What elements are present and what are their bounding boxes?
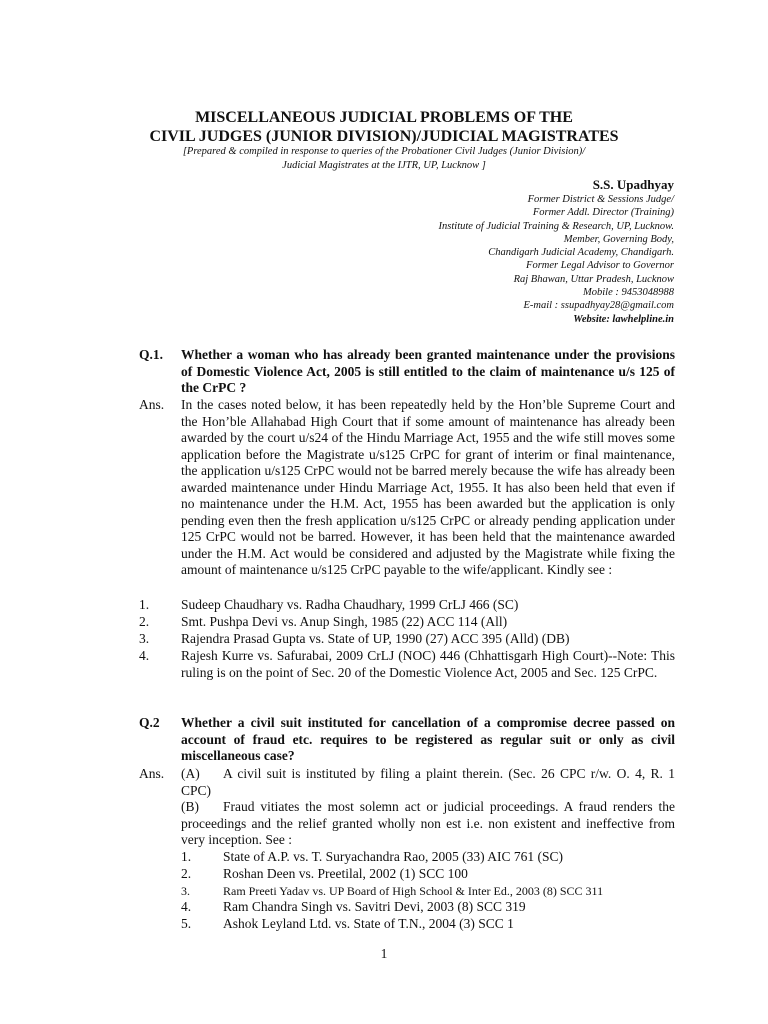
author-line: Institute of Judicial Training & Research, UP, Lucknow.: [438, 220, 674, 232]
document-title-line-2: CIVIL JUDGES (JUNIOR DIVISION)/JUDICIAL MAGISTRATES: [149, 128, 619, 145]
author-line: Chandigarh Judicial Academy, Chandigarh.: [488, 247, 674, 259]
q2-ref-number: 3.: [181, 884, 190, 898]
author-email: E-mail : ssupadhyay28@gmail.com: [523, 300, 674, 312]
document-title-line-1: MISCELLANEOUS JUDICIAL PROBLEMS OF THE: [195, 109, 573, 126]
question-2-text: Whether a civil suit instituted for cancellation of a compromise decree passed on account of fraud etc. requires to be registered as regular suit or only as civil miscellaneous case?: [181, 715, 675, 763]
document-subtitle-line-2: Judicial Magistrates at the IJTR, UP, Lucknow ]: [282, 160, 486, 171]
answer-2-part-a-label: (A): [181, 766, 200, 781]
answer-2-part-b: [181, 799, 675, 849]
q1-ref-text: Rajesh Kurre vs. Safurabai, 2009 CrLJ (NOC) 446 (Chhattisgarh High Court)--Note: This ruling is on the point of Sec. 20 of the Domestic Violence Act, 2005 and Sec. 125 CrPC.: [181, 648, 675, 680]
q2-ref-text: Ram Chandra Singh vs. Savitri Devi, 2003 (8) SCC 319: [223, 899, 526, 914]
page-number: 1: [380, 946, 388, 961]
answer-2-part-b-text: Fraud vitiates the most solemn act or judicial proceedings. A fraud renders the proceedings and the relief granted wholly non est i.e. non existent and ineffective from very inception. See :: [181, 799, 675, 847]
author-block: [439, 176, 674, 326]
answer-1-label: Ans.: [139, 397, 165, 412]
author-line: Former Legal Advisor to Governor: [526, 260, 674, 272]
author-website: Website: lawhelpline.in: [573, 313, 674, 325]
answer-2-part-b-label: (B): [181, 799, 199, 814]
q1-ref-number: 4.: [139, 648, 150, 663]
answer-1-text: In the cases noted below, it has been repeatedly held by the Hon’ble Supreme Court and the Hon’ble Allahabad High Court that if some amount of maintenance has already been awarded by the court u/s24 of the Hindu Marriage Act, 1955 and the wife still moves some application before the Magistrate u/s125 CrPC for grant of interim or final maintenance, the application u/s125 CrPC would not be barred merely because the wife has already been awarded maintenance under Hindu Marriage Act, 1955. It has also been held that even if no maintenance under the H.M. Act, 1955 has been awarded but the application is only pending even then the fresh application u/s125 CrPC or already pending application under 125 CrPC would not be barred. However, it has been held that the maintenance awarded under the H.M. Act would be considered and adjusted by the Magistrate while fixing the amount of maintenance u/s125 CrPC payable to the wife/applicant. Kindly see :: [181, 397, 675, 577]
question-1-text: Whether a woman who has already been granted maintenance under the provisions of Domestic Violence Act, 2005 is still entitled to the claim of maintenance u/s 125 of the CrPC ?: [181, 347, 675, 395]
q1-ref-text: Rajendra Prasad Gupta vs. State of UP, 1990 (27) ACC 395 (Alld) (DB): [181, 631, 570, 646]
q1-ref-text: Sudeep Chaudhary vs. Radha Chaudhary, 1999 CrLJ 466 (SC): [181, 597, 519, 612]
answer-2-label: Ans.: [139, 766, 165, 781]
q2-ref-text: Roshan Deen vs. Preetilal, 2002 (1) SCC 100: [223, 866, 468, 881]
author-name: S.S. Upadhyay: [592, 177, 674, 192]
q2-ref-number: 4.: [181, 899, 192, 914]
author-line: Raj Bhawan, Uttar Pradesh, Lucknow: [513, 273, 674, 285]
q1-ref-text: Smt. Pushpa Devi vs. Anup Singh, 1985 (22) ACC 114 (All): [181, 614, 508, 629]
author-line: Mobile : 9453048988: [583, 287, 674, 299]
question-1-label: Q.1.: [139, 347, 164, 362]
q1-ref-number: 1.: [139, 597, 150, 612]
q1-ref-number: 2.: [139, 614, 150, 629]
q2-ref-text: Ashok Leyland Ltd. vs. State of T.N., 2004 (3) SCC 1: [223, 916, 514, 931]
author-line: Member, Governing Body,: [563, 233, 674, 245]
answer-2-part-a-text: A civil suit is instituted by filing a plaint therein. (Sec. 26 CPC r/w. O. 4, R. 1 CPC): [181, 766, 675, 798]
answer-2-part-a: [181, 766, 675, 799]
q1-ref-number: 3.: [139, 631, 150, 646]
document-subtitle-line-1: [Prepared & compiled in response to queries of the Probationer Civil Judges (Junior Division)/: [182, 146, 586, 157]
q2-ref-number: 2.: [181, 866, 192, 881]
author-line: Former Addl. Director (Training): [532, 207, 674, 219]
q2-ref-number: 1.: [181, 849, 192, 864]
q2-ref-number: 5.: [181, 916, 192, 931]
q2-ref-text: Ram Preeti Yadav vs. UP Board of High School & Inter Ed., 2003 (8) SCC 311: [223, 884, 604, 898]
author-line: Former District & Sessions Judge/: [527, 194, 674, 205]
q2-ref-text: State of A.P. vs. T. Suryachandra Rao, 2005 (33) AIC 761 (SC): [223, 849, 563, 864]
question-2-label: Q.2: [139, 715, 160, 730]
